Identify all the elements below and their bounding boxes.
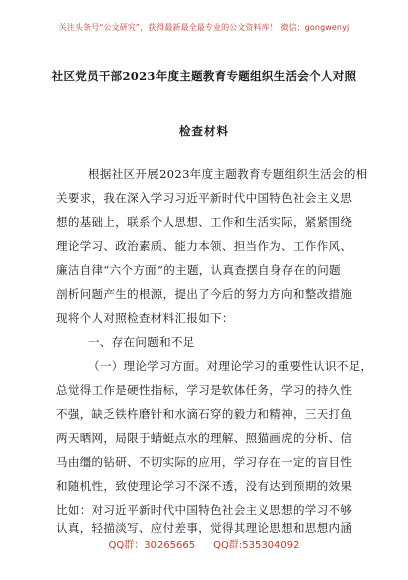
body-line: 不强，缺乏铁杵磨针和水滴石穿的毅力和精神，三天打鱼 [56,407,353,421]
body-line: 关要求，我在深入学习习近平新时代中国特色社会主义思 [56,191,353,205]
body-line: 和随机性，致使理论学习不深不透，没有达到预期的效果 [56,479,353,493]
body-line: 总觉得工作是硬性指标，学习是软体任务，学习的持久性 [56,383,353,397]
body-line: 比如：对习近平新时代中国特色社会主义思想的学习不够 [56,503,353,517]
body-line: 廉洁自律“六个方面”的主题，认真查摆自身存在的问题 [56,263,342,277]
body-line: 两天晒网，局限于蜻蜓点水的理解、照猫画虎的分析、信 [56,431,353,445]
body-line: 马由缰的钻研、不切实际的应用，学习存在一定的盲目性 [56,455,353,469]
document-subtitle: 检查材料 [179,124,229,138]
body-line: 现将个人对照检查材料汇报如下： [56,311,234,325]
body-line: 根据社区开展2023年度主题教育专题组织生活会的相 [88,167,368,181]
body-line: 想的基础上，联系个人思想、工作和生活实际，紧紧围绕 [56,215,353,229]
footer-qq-group-2: QQ群:535304092 [213,540,300,551]
body-line: 认真，轻描淡写、应付差事，觉得其理论思想和思想内涵 [56,521,353,535]
body-line: 剖析问题产生的根源，提出了今后的努力方向和整改措施 [56,287,353,301]
top-banner: 关注头条号“公文研究”，获得最新最全最专业的公文资料库！ 微信：gongwenyj [58,23,350,32]
body-line: （一）理论学习方面。对理论学习的重要性认识不足， [88,359,373,373]
footer-banner [0,536,408,551]
section-heading: 一、存在问题和不足 [88,335,195,349]
document-title: 社区党员干部2023年度主题教育专题组织生活会个人对照 [51,69,357,83]
footer-qq-group-1: QQ群：30265665 [108,540,196,551]
body-line: 理论学习、政治素质、能力本领、担当作为、工作作风、 [56,239,353,253]
